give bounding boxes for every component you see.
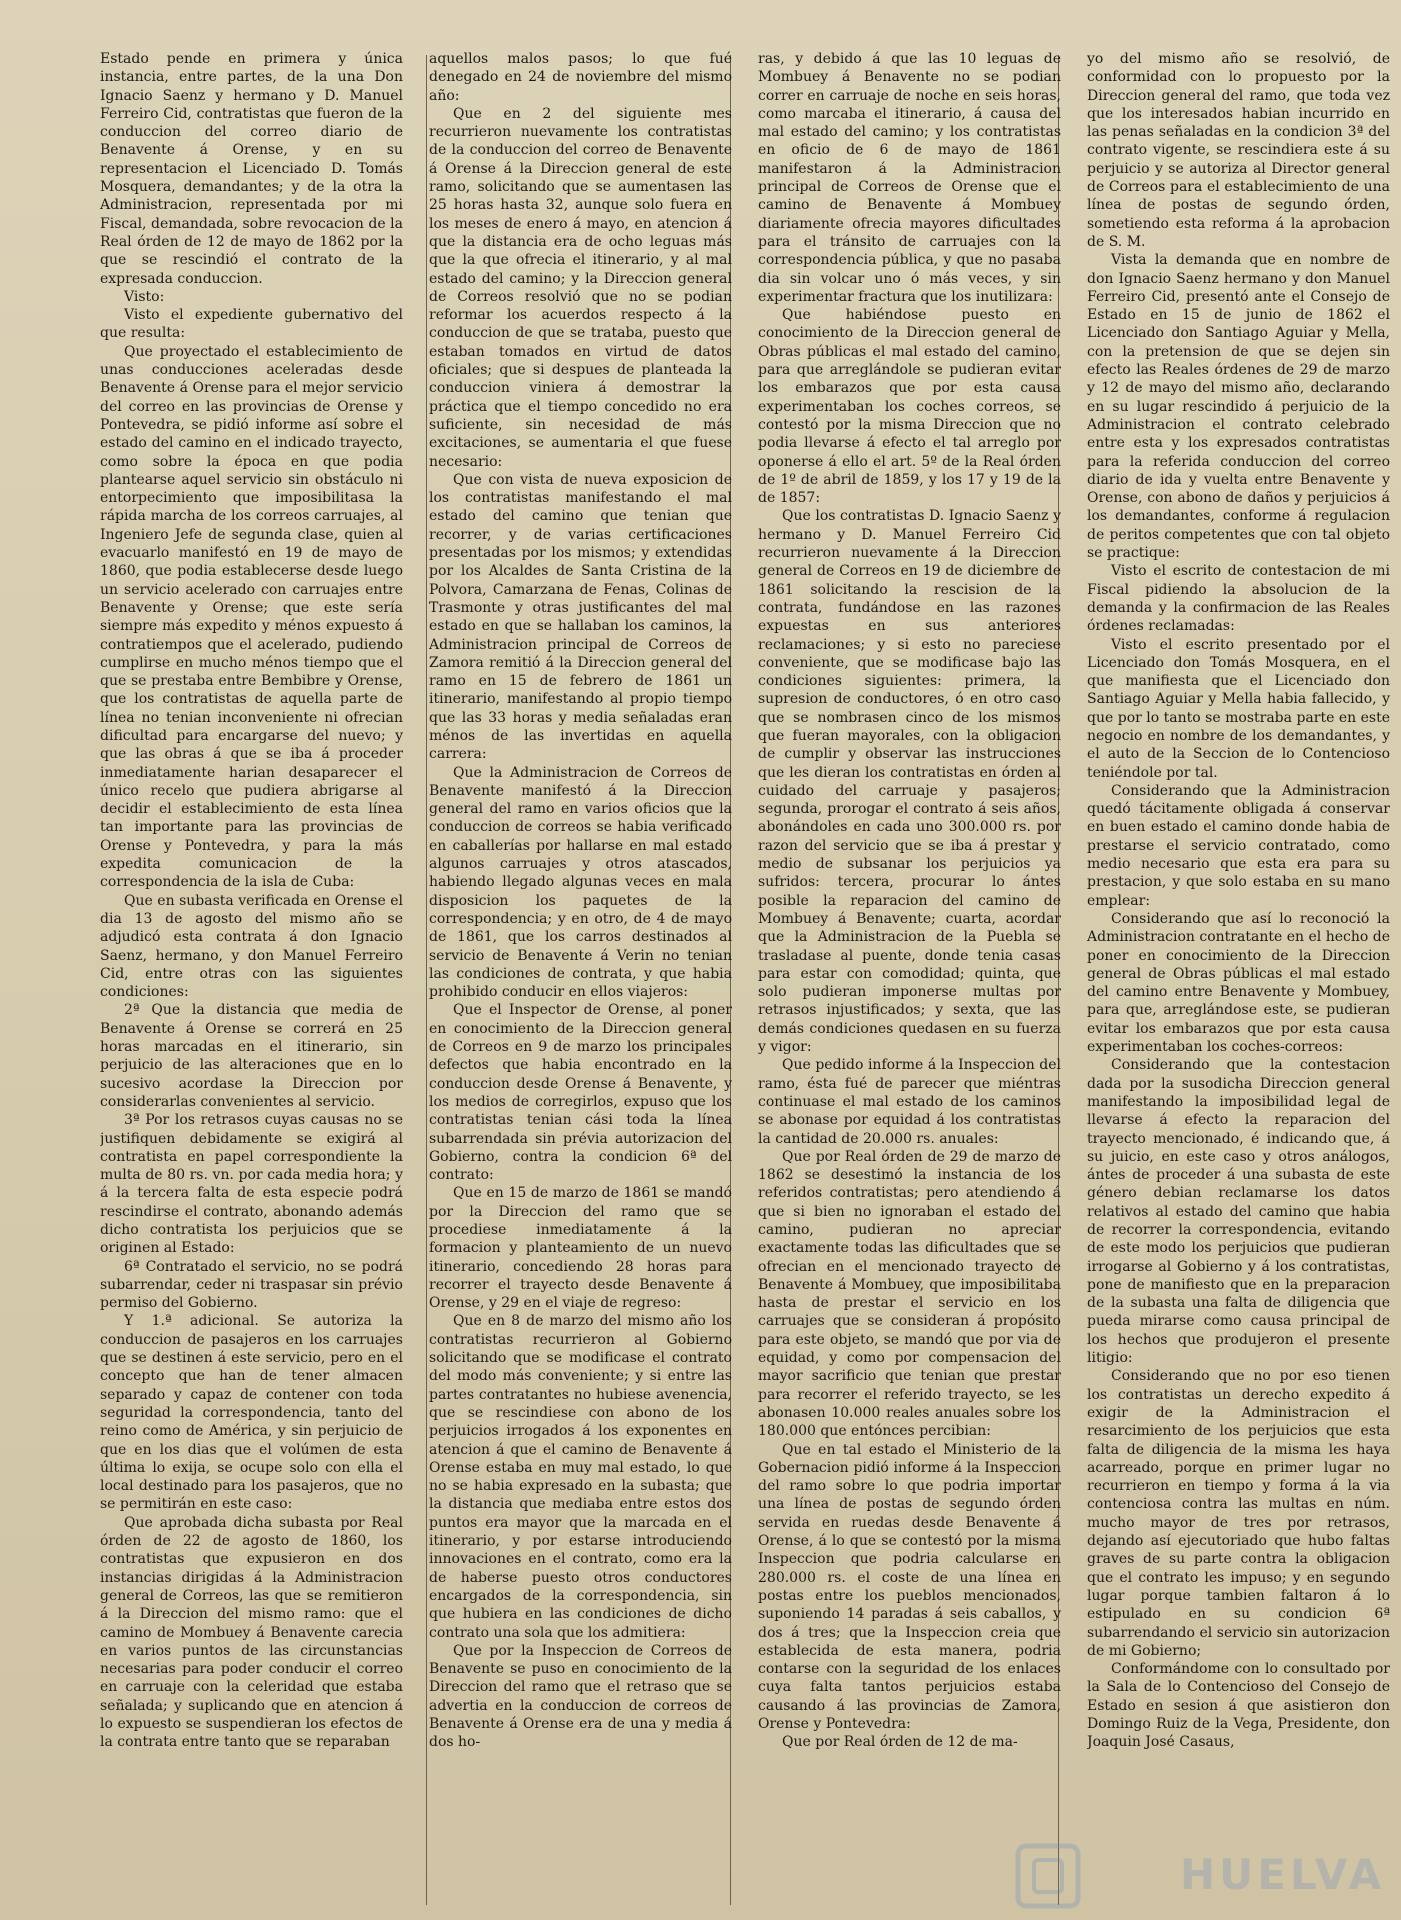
paragraph: Que en tal estado el Ministerio de la Gobernacion pidió informe á la Inspeccion del ramo sobre lo que podria importar una línea de postas de segundo órden servida en ruedas desde Benavente á Orense, á lo que se contestó por la misma Inspeccion que podria calcularse en 280.000 rs. el coste de una línea en postas entre los pueblos mencionados, suponiendo 14 paradas á seis caballos, y dos á tres; que la Inspeccion creia que establecida de esta manera, podria contarse con la seguridad de los enlaces cuya falta tantos perjuicios estaba causando á las provincias de Zamora, Orense y Pontevedra:: [758, 1441, 1061, 1733]
paragraph: Considerando que así lo reconoció la Administracion contratante en el hecho de poner en conocimiento de la Direccion general de Obras públicas el mal estado del camino entre Benavente y Mombuey, para que, arreglándose este, se pudieran evitar los embarazos que por esta causa experimentaban los coches-correos:: [1087, 910, 1390, 1056]
paragraph: aquellos malos pasos; lo que fué denegado en 24 de noviembre del mismo año:: [429, 51, 732, 104]
paragraph: Visto:: [124, 288, 165, 305]
paragraph: 2ª Que la distancia que media de Benavente á Orense se correrá en 25 horas marcadas en el itinerario, sin perjuicio de las alteraciones que en lo sucesivo acordase la Direccion por considerarlas convenientes al servicio.: [100, 1002, 403, 1110]
column-1: [100, 50, 403, 1905]
paragraph: Visto el expediente gubernativo del que resulta:: [100, 307, 403, 342]
paragraph: Que por Real órden de 29 de marzo de 1862 se desestimó la instancia de los referidos contratistas; pero atendiendo á que si bien no ignoraban el estado del camino, pudieran no apreciar exactamente todas las dificultades que se ofrecian en el mencionado trayecto de Benavente á Mombuey, que imposibilitaba hasta de prestar el servicio en los carruajes que se consideran á propósito para este objeto, se mandó que por via de equidad, y como por compensacion del mayor sacrificio que tenian que prestar para recorrer el referido trayecto, se les abonasen 10.000 reales anuales sobre los 180.000 que entónces percibian:: [758, 1148, 1061, 1440]
paragraph: Que pedido informe á la Inspeccion del ramo, ésta fué de parecer que miéntras continuase el mal estado de los caminos se abonase por equidad á los contratistas la cantidad de 20.000 rs. anuales:: [758, 1057, 1061, 1147]
paragraph: Que el Inspector de Orense, al poner en conocimiento de la Direccion general de Correos en 9 de marzo los principales defectos que habia encontrado en la conduccion desde Orense á Benavente, y los medios de corregirlos, expuso que los contratistas tenian cási toda la línea subarrendada sin prévia autorizacion del Gobierno, contra la condicion 6ª del contrato:: [429, 1002, 732, 1184]
paragraph: Considerando que no por eso tienen los contratistas un derecho expedito á exigir de la Administracion el resarcimiento de los perjuicios que esta falta de diligencia de la misma les haya acarreado, porque en primer lugar no recurrieron en tiempo y forma á la via contenciosa contra las multas en núm. mucho mayor de tres por retrasos, dejando así ejecutoriado que hubo faltas graves de su parte contra la obligacion que el contrato les impuso; y en segundo lugar porque tambien faltaron á lo estipulado en su condicion 6ª subarrendando el servicio sin autorizacion de mi Gobierno;: [1087, 1368, 1390, 1659]
watermark-text: HUELVA: [1180, 1850, 1386, 1899]
paragraph: Que los contratistas D. Ignacio Saenz y hermano y D. Manuel Ferreiro Cid recurrieron nuevamente á la Direccion general de Correos en 19 de diciembre de 1861 solicitando la rescision de la contrata, fundándose en las razones expuestas en sus anteriores reclamaciones; y si esto no pareciese conveniente, que se modificase bajo las condiciones siguientes: primera, la supresion de conductores, ó en otro caso que se nombrasen cinco de los mismos que fueran mayorales, con la obligacion de cumplir y observar las instrucciones que les dieran los contratistas en órden al cuidado del carruaje y pasajeros; segunda, prorogar el contrato á seis años, abonándoles en cada uno 300.000 rs. por razon del servicio que se iba á prestar y medio de subsanar los perjuicios ya sufridos: tercera, procurar lo ántes posible la reparacion del camino de Mombuey á Benavente; cuarta, acordar que la Administracion de la Puebla se trasladase al puente, donde tenia casas para estar con comodidad; quinta, que solo pudieran imponerse multas por retrasos injustificados; y sexta, que las demás condiciones quedasen en su fuerza y vigor:: [758, 508, 1061, 1056]
paragraph: Que por la Inspeccion de Correos de Benavente se puso en conocimiento de la Direccion del ramo que el retraso que se advertia en la conduccion de correos de Benavente á Orense era de una y media á dos ho-: [429, 1642, 732, 1751]
paragraph: Que en subasta verificada en Orense el dia 13 de agosto del mismo año se adjudicó esta contrata á don Ignacio Saenz, hermano, y don Manuel Ferreiro Cid, entre otras con las siguientes condiciones:: [100, 892, 403, 1001]
paragraph: Conformándome con lo consultado por la Sala de lo Contencioso del Consejo de Estado en sesion á que asistieron don Domingo Ruiz de la Vega, Presidente, don Joaquin José Casaus,: [1087, 1661, 1390, 1751]
paragraph: Que con vista de nueva exposicion de los contratistas manifestando el mal estado del camino que tenian que recorrer, y de varias certificaciones presentadas por los mismos; y extendidas por los Alcaldes de Santa Cristina de la Polvora, Camarzana de Fenas, Colinas de Trasmonte y otras justificantes del mal estado en que se hallaban los caminos, la Administracion principal de Correos de Zamora remitió á la Direccion general del ramo en 15 de febrero de 1861 un itinerario, manifestando al propio tiempo que las 33 horas y media señaladas eran ménos de las invertidas en aquella carrera:: [429, 471, 732, 763]
paragraph: Y 1.ª adicional. Se autoriza la conduccion de pasajeros en los carruajes que se destinen á este servicio, pero en el concepto que han de tener almacen separado y capaz de contener con toda seguridad la correspondencia, tanto del reino como de América, y sin perjuicio de que en los dias que el volúmen de esta última lo exija, se ocupe solo con ella el local destinado para los pasajeros, que no se permitirán en este caso:: [100, 1313, 403, 1513]
paragraph: Que aprobada dicha subasta por Real órden de 22 de agosto de 1860, los contratistas que expusieron en dos instancias dirigidas á la Administracion general de Correos, las que se remitieron á la Direccion del mismo ramo: que el camino de Mombuey á Benavente carecia en varios puntos de las circunstancias necesarias para poder conducir el correo en carruaje con la celeridad que estaba señalada; y suplicando que en atencion á lo expuesto se suspendieran los efectos de la contrata entre tanto que se reparaban: [100, 1514, 403, 1751]
paragraph: Considerando que la Administracion quedó tácitamente obligada á conservar en buen estado el camino donde habia de prestarse el servicio contratado, como medio necesario que esta era para su prestacion, y que solo estaba en su mano emplear:: [1087, 782, 1390, 909]
paragraph: ras, y debido á que las 10 leguas de Mombuey á Benavente no se podian correr en carruaje de noche en seis horas, como marcaba el itinerario, á causa del mal estado del camino; y los contratistas en oficio de 6 de mayo de 1861 manifestaron á la Administracion principal de Correos de Orense que el camino de Benavente á Mombuey diariamente ofrecia mayores dificultades para el tránsito de carruajes con la correspondencia pública, y que no pasaba dia sin volcar uno ó más veces, y sin experimentar fractura que los inutilizara:: [758, 51, 1061, 305]
column-3: [758, 50, 1061, 1905]
text-columns: [100, 50, 1390, 1905]
paragraph: Que por Real órden de 12 de ma-: [782, 1734, 1018, 1751]
paragraph: Visto el escrito presentado por el Licenciado don Tomás Mosquera, en el que manifiesta que el Licenciado don Santiago Aguiar y Mella habia fallecido, y que por lo tanto se mostraba parte en este negocio en nombre de los demandantes, y el auto de la Seccion de lo Contencioso teniéndole por tal.: [1087, 636, 1390, 781]
paragraph: Que la Administracion de Correos de Benavente manifestó á la Direccion general del ramo en varios oficios que la conduccion de correos se habia verificado en caballerías por hallarse en mal estado algunos carruajes y otros atascados, habiendo llegado algunas veces en mala disposicion los paquetes de la correspondencia; y en otro, de 4 de mayo de 1861, que los carros destinados al servicio de Benavente á Verin no tenian las condiciones de contrata, y que habia prohibido conducir en ellos viajeros:: [429, 764, 732, 1001]
paragraph: Estado pende en primera y única instancia, entre partes, de la una Don Ignacio Saenz y hermano y D. Manuel Ferreiro Cid, contratistas que fueron de la conduccion del correo diario de Benavente á Orense, y en su representacion el Licenciado D. Tomás Mosquera, demandantes; y de la otra la Administracion, representada por mi Fiscal, demandada, sobre revocacion de la Real órden de 12 de mayo de 1862 por la que se rescindió el contrato de la expresada conduccion.: [100, 51, 403, 287]
column-4: [1087, 50, 1390, 1905]
paragraph: Que en 2 del siguiente mes recurrieron nuevamente los contratistas de la conduccion del correo de Benavente á Orense á la Direccion general de este ramo, solicitando que se aumentasen las 25 horas hasta 32, aunque solo fuera en los meses de enero á mayo, en atencion á que la distancia era de ocho leguas más que la que ofrecia el itinerario, y al mal estado del camino; y la Direccion general de Correos resolvió que no se podian reformar los acuerdos respecto á la conduccion de que se trataba, puesto que estaban tomados en virtud de datos oficiales; que si despues de planteada la conduccion viniera á demostrar la práctica que el tiempo concedido no era suficiente, sin necesidad de más excitaciones, se aumentaria el que fuese necesario:: [429, 105, 732, 470]
paragraph: 3ª Por los retrasos cuyas causas no se justifiquen debidamente se exigirá al contratista en papel correspondiente la multa de 80 rs. vn. por cada media hora; y á la tercera falta de esta especie podrá rescindirse el contrato, abonando además dicho contratista los perjuicios que se originen al Estado:: [100, 1112, 403, 1257]
paragraph: Considerando que la contestacion dada por la susodicha Direccion general manifestando la imposibilidad legal de llevarse á efecto la reparacion del trayecto mencionado, é indicando que, á su juicio, en este caso y otros análogos, ántes de proceder á una subasta de este género debian reclamarse los datos relativos al estado del camino que habia de recorrer la correspondencia, evitando de este modo los perjuicios que pudieran irrogarse al Gobierno y á los contratistas, pone de manifiesto que en la preparacion de la subasta una falta de diligencia que pueda mirarse como causa principal de los hechos que produjeron el presente litigio:: [1087, 1057, 1390, 1367]
paragraph: yo del mismo año se resolvió, de conformidad con lo propuesto por la Direccion general del ramo, que toda vez que los interesados habian incurrido en las penas señaladas en la condicion 3ª del contrato vigente, se rescindiera este á su perjuicio y se autoriza al Director general de Correos para el establecimiento de una línea de postas de segundo órden, sometiendo esta reforma á la aprobacion de S. M.: [1087, 51, 1390, 250]
paragraph: Vista la demanda que en nombre de don Ignacio Saenz hermano y don Manuel Ferreiro Cid, presentó ante el Consejo de Estado en 15 de junio de 1862 el Licenciado don Santiago Aguiar y Mella, con la pretension de que se dejen sin efecto las Reales órdenes de 29 de marzo y 12 de mayo del mismo año, declarando en su lugar rescindido á perjuicio de la Administracion el contrato celebrado entre esta y los expresados contratistas para la referida conduccion del correo diario de ida y vuelta entre Benavente y Orense, con abono de daños y perjuicios á los demandantes, conforme á regulacion de peritos competentes que con tal objeto se practique:: [1087, 252, 1390, 562]
paragraph: Que en 15 de marzo de 1861 se mandó por la Direccion del ramo que se procediese inmediatamente á la formacion y planteamiento de un nuevo itinerario, concediendo 28 horas para recorrer el trayecto desde Benavente á Orense, y 29 en el viaje de regreso:: [429, 1185, 732, 1312]
paragraph: 6ª Contratado el servicio, no se podrá subarrendar, ceder ni traspasar sin prévio permiso del Gobierno.: [100, 1258, 403, 1312]
column-2: [429, 50, 732, 1905]
paragraph: Que habiéndose puesto en conocimiento de la Direccion general de Obras públicas el mal estado del camino, para que arreglándole se pudieran evitar los embarazos que por esta causa experimentaban los coches correos, se contestó por la misma Direccion que no podia llevarse á efecto el tal arreglo por oponerse á ello el art. 5º de la Real órden de 1º de abril de 1859, y los 17 y 19 de la de 1857:: [758, 307, 1061, 507]
paragraph: Que en 8 de marzo del mismo año los contratistas recurrieron al Gobierno solicitando que se modificase el contrato del modo más conveniente; y si entre las partes contratantes no hubiese avenencia, que se rescindiese con abono de los perjuicios irrogados á los exponentes en atencion á que el camino de Benavente á Orense estaba en muy mal estado, lo que no se habia expresado en la subasta; que la distancia que mediaba entre estos dos puntos era mayor que la marcada en el itinerario, y por estarse introduciendo innovaciones en el contrato, como era la de haberse puesto otros conductores encargados de la correspondencia, sin que hubiera en las condiciones de dicho contrato una sola que los admitiera:: [429, 1313, 732, 1641]
paragraph: Visto el escrito de contestacion de mi Fiscal pidiendo la absolucion de la demanda y la confirmacion de las Reales órdenes reclamadas:: [1087, 563, 1390, 635]
paragraph: Que proyectado el establecimiento de unas conducciones aceleradas desde Benavente á Orense para el mejor servicio del correo en las provincias de Orense y Pontevedra, se pidió informe así sobre el estado del camino en el indicado trayecto, como sobre la época en que podia plantearse aquel servicio sin obstáculo ni entorpecimiento que imposibilitasa la rápida marcha de los correos carruajes, al Ingeniero Jefe de segunda clase, quien al evacuarlo manifestó en 19 de mayo de 1860, que podia establecerse desde luego un servicio acelerado con carruajes entre Benavente y Orense; que este sería siempre más expedito y ménos expuesto á contratiempos que el acelerado, pudiendo cumplirse en mucho ménos tiempo que el que se prestaba entre Bembibre y Orense, que los contratistas de aquella parte de línea no tenian inconveniente ni ofrecian dificultad para encargarse del nuevo; y que las obras á que se iba á proceder inmediatamente harian desaparecer el único recelo que pudiera abrigarse al decidir el establecimiento de esta línea tan importante para las provincias de Orense y Pontevedra, y para la más expedita comunicacion de la correspondencia de la isla de Cuba:: [100, 343, 403, 891]
